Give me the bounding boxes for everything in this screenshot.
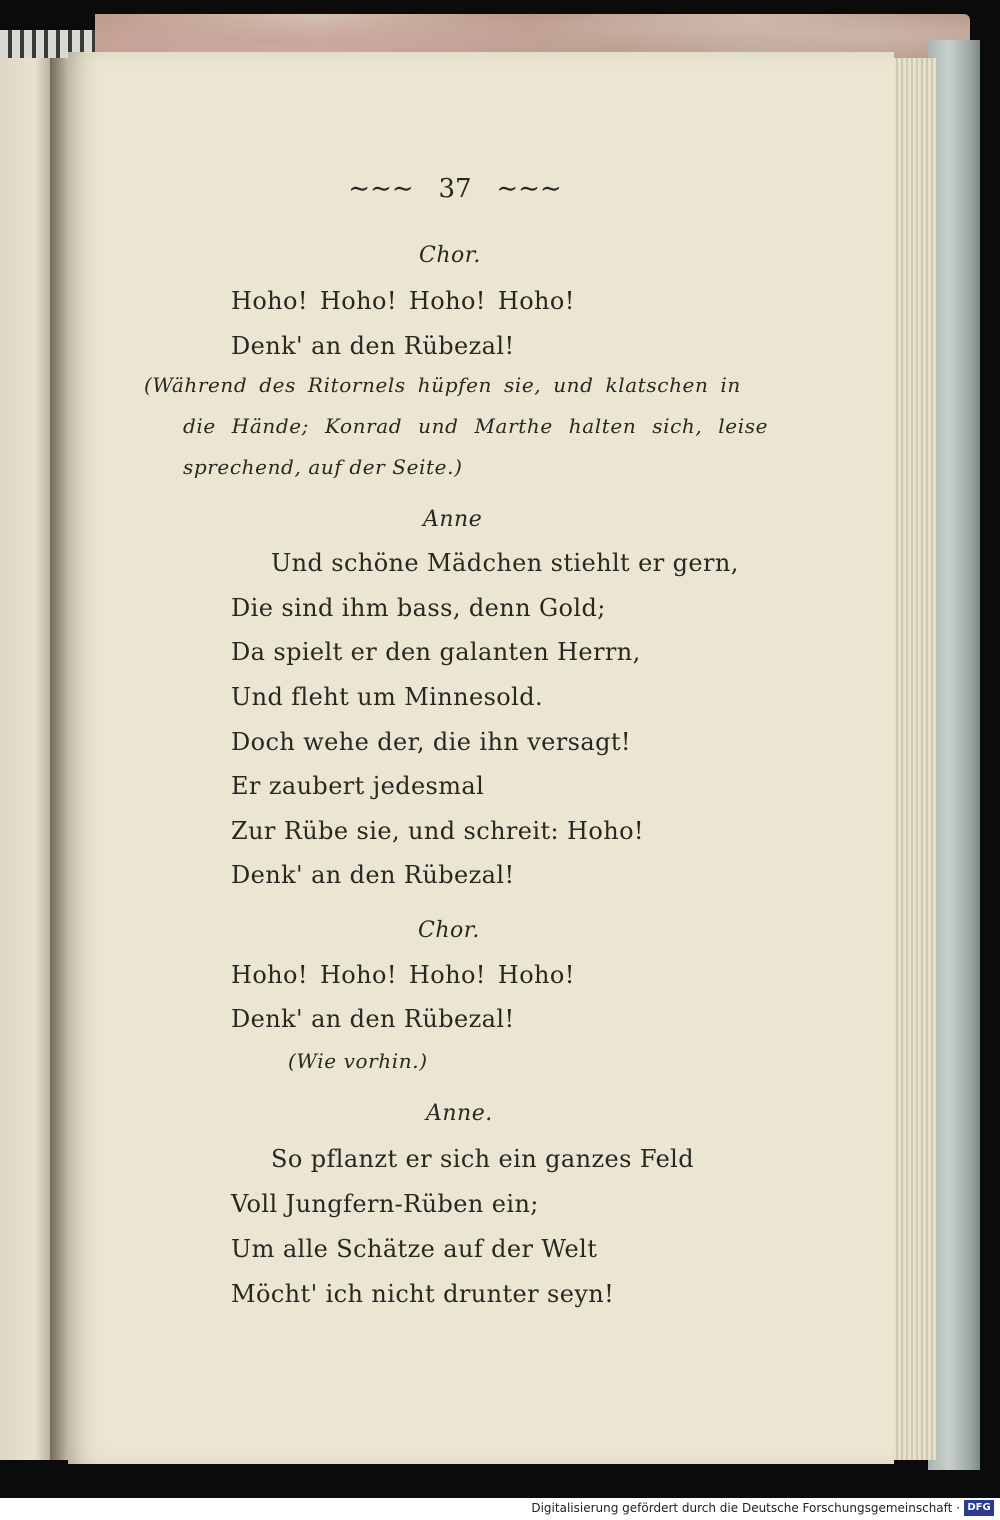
left-page-edge [0,58,50,1460]
stage-direction: (Während des Ritornels hüpfen sie, und klatschen in [144,373,741,397]
verse-line: Denk' an den Rübezal! [231,861,515,889]
verse-line: Möcht' ich nicht drunter seyn! [231,1280,615,1308]
verse-line: Er zaubert jedesmal [231,772,485,800]
stage-direction: die Hände; Konrad und Marthe halten sich, leise [183,414,769,438]
verse-line: Und fleht um Minnesold. [231,683,544,711]
speaker-heading: Anne [423,507,483,532]
verse-line: Zur Rübe sie, und schreit: Hoho! [231,817,644,845]
verse-line: Voll Jungfern-Rüben ein; [231,1190,539,1218]
verse-line: Denk' an den Rübezal! [231,332,515,360]
page-header [340,174,570,204]
verse-line: Und schöne Mädchen stiehlt er gern, [271,549,739,577]
verse-line: So pflanzt er sich ein ganzes Feld [271,1145,695,1173]
stage-direction: (Wie vorhin.) [288,1049,428,1073]
header-ornament-right: ∼∼∼ [496,174,562,204]
page-number: 37 [438,174,472,204]
verse-line: Da spielt er den galanten Herrn, [231,638,641,666]
dfg-logo-icon: DFG [964,1500,994,1516]
verse-line: Die sind ihm bass, denn Gold; [231,594,606,622]
speaker-heading: Anne. [426,1101,493,1126]
footer-bar [0,1498,1000,1520]
speaker-heading: Chor. [419,243,481,268]
verse-line: Denk' an den Rübezal! [231,1005,515,1033]
book-page [68,52,894,1464]
funding-credit: Digitalisierung gefördert durch die Deutsche Forschungsgemeinschaft · [531,1501,960,1515]
verse-line: Doch wehe der, die ihn versagt! [231,728,631,756]
verse-line: Hoho! Hoho! Hoho! Hoho! [231,287,575,315]
page-text [68,52,894,1464]
speaker-heading: Chor. [418,918,480,943]
stage-direction: sprechend, auf der Seite.) [183,455,463,479]
header-ornament-left: ∼∼∼ [348,174,414,204]
verse-line: Um alle Schätze auf der Welt [231,1235,598,1263]
verse-line: Hoho! Hoho! Hoho! Hoho! [231,961,575,989]
page-stack-edges [888,58,936,1460]
